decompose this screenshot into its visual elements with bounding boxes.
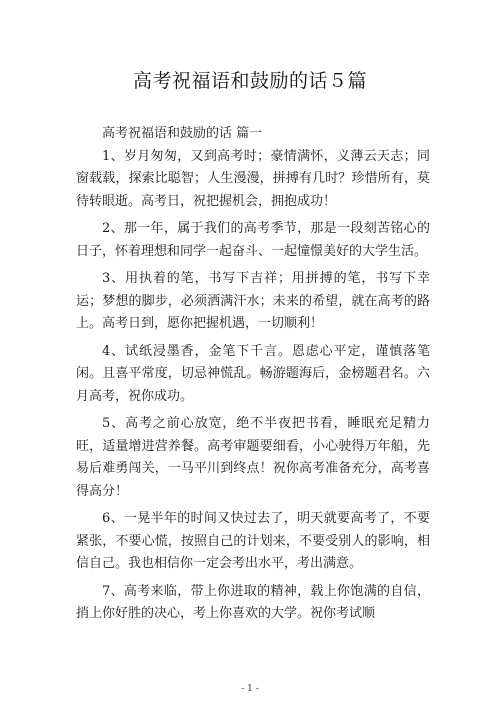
paragraph: 2、那一年，属于我们的高考季节，那是一段刻苦铭心的日子，怀着理想和同学一起奋斗、一起憧憬美好的大学生活。 <box>76 221 430 259</box>
paragraph: 5、高考之前心放宽，绝不半夜把书看，睡眠充足精力旺，适量增进营养餐。高考审题要细看，小心驶得万年船，先易后难勇闯关，一马平川到终点！祝你高考准备充分，高考喜得高分！ <box>76 416 430 499</box>
paragraph: 1、岁月匆匆，又到高考时；豪情满怀，义薄云天志；同窗载载，探索比聪智；人生漫漫，拼搏有几时？珍惜所有，莫待转眼逝。高考日，祝把握机会，拥抱成功！ <box>76 148 430 209</box>
page-number: - 1 - <box>241 684 259 694</box>
document-body <box>76 123 430 626</box>
document-title: 高考祝福语和鼓励的话５篇 <box>132 70 367 92</box>
paragraph: 4、试纸浸墨香，金笔下千言。恩虑心平定，谨慎落笔闲。且喜平常度，切忌神慌乱。畅游题海后，金榜题君名。六月高考，祝你成功。 <box>76 343 430 404</box>
paragraph: 3、用执着的笔，书写下吉祥；用拼搏的笔，书写下幸运；梦想的脚步，必须洒满汗水；未来的希望，就在高考的路上。高考日到，愿你把握机遇，一切顺利！ <box>76 271 430 331</box>
section-heading: 高考祝福语和鼓励的话 篇一 <box>102 126 263 141</box>
paragraph: 7、高考来临，带上你进取的精神，载上你饱满的自信，捎上你好胜的决心，考上你喜欢的大学。祝你考试顺 <box>76 583 430 621</box>
paragraph: 6、一晃半年的时间又快过去了，明天就要高考了，不要紧张，不要心慌，按照自己的计划来，不要受别人的影响，相信自己。我也相信你一定会考出水平，考出满意。 <box>76 511 430 571</box>
